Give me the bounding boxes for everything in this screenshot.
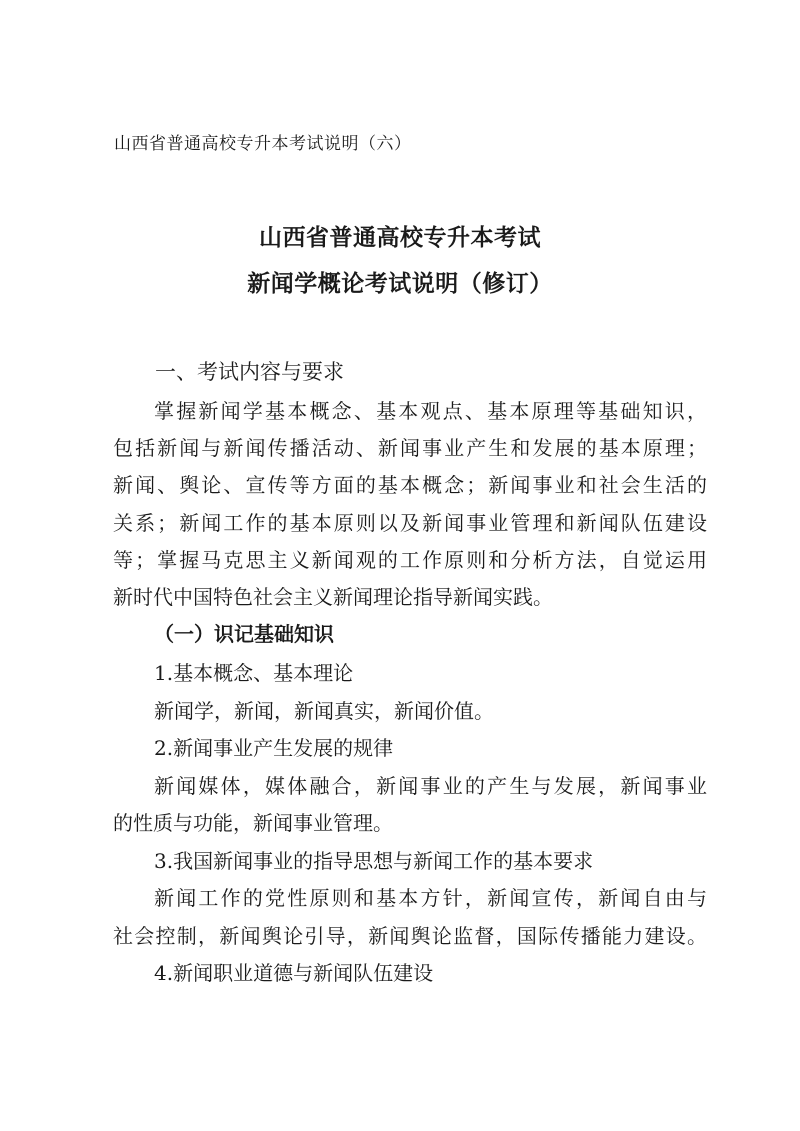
paragraph-line: 新闻、舆论、宣传等方面的基本概念；新闻事业和社会生活的 [113, 473, 707, 497]
paragraph-line: 包括新闻与新闻传播活动、新闻事业产生和发展的基本原理； [113, 436, 707, 460]
item-text-line: 的性质与功能，新闻事业管理。 [113, 811, 393, 835]
document-title-line-1: 山西省普通高校专升本考试 [259, 225, 541, 251]
paragraph-line: 等；掌握马克思主义新闻观的工作原则和分析方法，自觉运用 [113, 548, 707, 572]
document-title-line-2: 新闻学概论考试说明（修订） [247, 271, 553, 297]
item-title: 1.基本概念、基本理论 [154, 661, 354, 685]
item-title: 4.新闻职业道德与新闻队伍建设 [154, 961, 434, 985]
running-header: 山西省普通高校专升本考试说明（六） [114, 134, 412, 154]
subsection-heading: （一）识记基础知识 [154, 622, 334, 646]
section-heading: 一、考试内容与要求 [155, 360, 344, 384]
item-text-line: 新闻工作的党性原则和基本方针，新闻宣传，新闻自由与 [154, 886, 707, 910]
item-title: 3.我国新闻事业的指导思想与新闻工作的基本要求 [154, 849, 594, 873]
item-text-line: 社会控制，新闻舆论引导，新闻舆论监督，国际传播能力建设。 [113, 924, 707, 948]
paragraph-line: 掌握新闻学基本概念、基本观点、基本原理等基础知识， [154, 399, 707, 423]
item-text-line: 新闻媒体，媒体融合，新闻事业的产生与发展，新闻事业 [154, 774, 707, 798]
paragraph-line: 新时代中国特色社会主义新闻理论指导新闻实践。 [113, 585, 553, 609]
paragraph-line: 关系；新闻工作的基本原则以及新闻事业管理和新闻队伍建设 [113, 511, 707, 535]
item-title: 2.新闻事业产生发展的规律 [154, 736, 394, 760]
item-text-line: 新闻学，新闻，新闻真实，新闻价值。 [154, 699, 494, 723]
